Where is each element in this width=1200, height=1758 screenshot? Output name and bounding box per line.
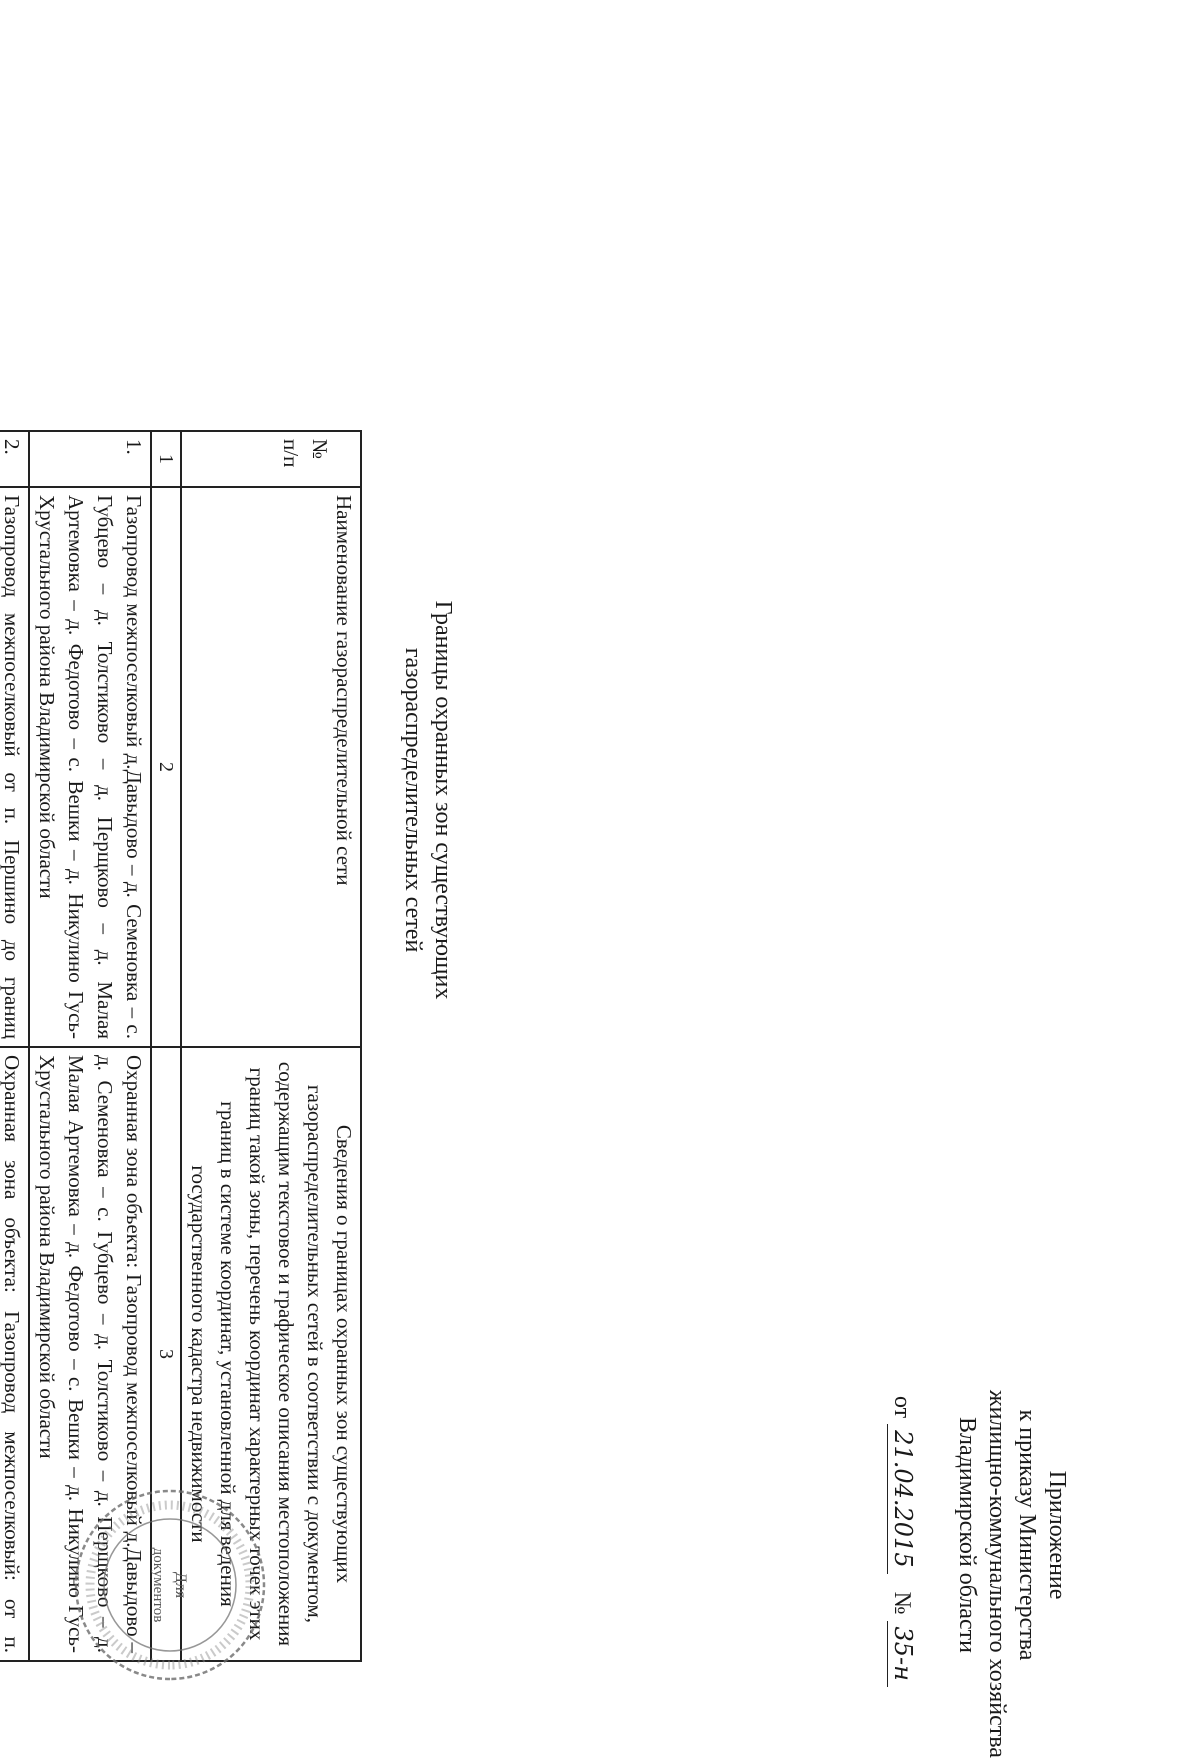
stamp-text-line-2: документов — [150, 1547, 166, 1623]
row-network-name: Газопровод межпоселковый от п. Першино до границ — [0, 487, 29, 1047]
protection-zones-table — [0, 430, 362, 1662]
row-number: 2. — [0, 431, 29, 487]
row-zone-info: Охранная зона объекта: Газопровод межпоселковый д.Давыдово – д. Семеновка – с. Губцево – д. Толстиково – д. Перщково – д. Малая Артемовка – д. Федотово – с. Вешки – д. Никулино Гусь-Хрустального района Владимирской области — [29, 1047, 151, 1661]
index-cell-3: 3 — [151, 1047, 181, 1661]
index-cell-1: 1 — [151, 431, 181, 487]
document-title-line-2: газораспределительных сетей — [400, 647, 426, 953]
row-network-name: Газопровод межпоселковый д.Давыдово – д. Семеновка – с. Губцево – д. Толстиково – д. Перщково – д. Малая Артемовка – д. Федотово – с. Вешки – д. Никулино Гусь-Хрустального района Владимирской области — [29, 487, 151, 1047]
row-number: 1. — [29, 431, 151, 487]
document-title-line-1: Границы охранных зон существующих — [430, 600, 456, 1000]
order-number: 35-н — [887, 1621, 918, 1687]
appendix-line-4: Владимирской области — [954, 1417, 980, 1653]
appendix-line-1: Приложение — [1044, 1470, 1070, 1600]
table-index-row — [151, 431, 181, 1661]
order-date: 21.04.2015 — [887, 1424, 918, 1573]
header-number: № п/п — [181, 431, 361, 487]
row-zone-info: Охранная зона объекта: Газопровод межпоселковый: от п. — [0, 1047, 29, 1661]
official-stamp-icon — [70, 1485, 270, 1685]
document-title — [398, 550, 458, 1050]
table-header-row — [181, 431, 361, 1661]
order-reference — [887, 1390, 918, 1680]
table-row — [0, 431, 29, 1661]
table-row — [29, 431, 151, 1661]
header-zone-info: Сведения о границах охранных зон существующих газораспределительных сетей в соответствии с документом, содержащим текстовое и графическое описания местоположения границ такой зоны, перечень координат характерных точек этих границ в системе координат, установленной для ведения государственного кадастра недвижимости — [181, 1047, 361, 1661]
appendix-line-2: к приказу Министерства — [1014, 1409, 1040, 1661]
index-cell-2: 2 — [151, 487, 181, 1047]
order-date-prefix: от — [889, 1396, 915, 1419]
appendix-block — [887, 1390, 1072, 1758]
appendix-line-3: жилищно-коммунального хозяйства — [984, 1390, 1010, 1758]
stamp-text-line-1: Для — [172, 1571, 189, 1599]
header-network-name: Наименование газораспределительной сети — [181, 487, 361, 1047]
order-number-prefix: № — [889, 1591, 915, 1615]
